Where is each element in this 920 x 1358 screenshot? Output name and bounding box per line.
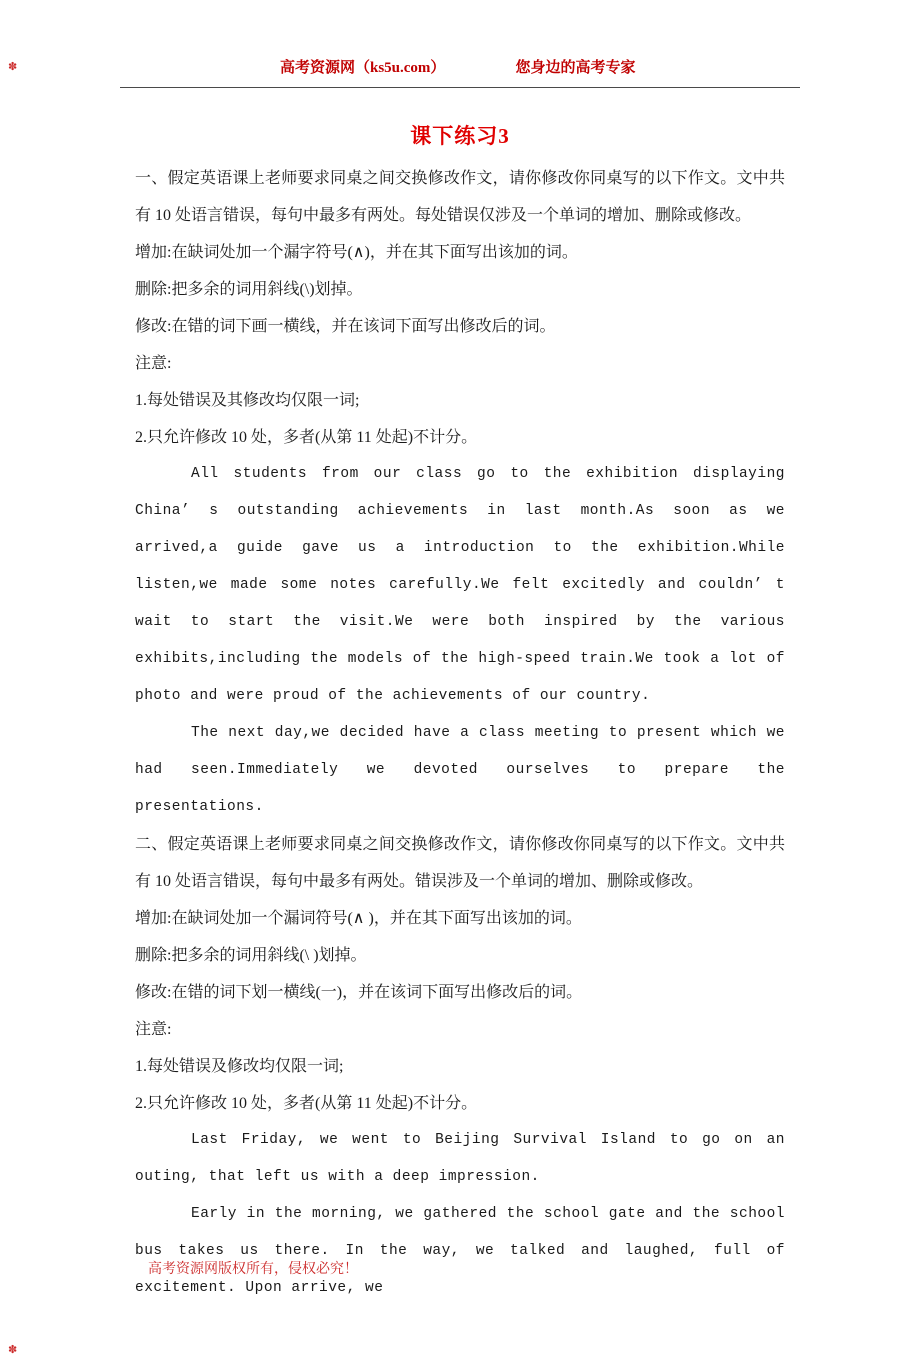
section1-note-2: 2.只允许修改 10 处，多者(从第 11 处起)不计分。 [135, 429, 478, 446]
section2-rule-delete: 删除:把多余的词用斜线(\ )划掉。 [135, 947, 367, 964]
section1-note-1: 1.每处错误及其修改均仅限一词; [135, 392, 360, 409]
page-title: 课下练习3 [410, 124, 510, 148]
page-header [120, 56, 800, 88]
section2-rule-modify: 修改:在错的词下划一横线(一)，并在该词下面写出修改后的词。 [135, 984, 583, 1001]
document-body [135, 120, 785, 1307]
section2-essay-paragraph-1: Last Friday, we went to Beijing Survival Island to go on an outing, that left us with a deep impression. [135, 1132, 785, 1185]
header-row [120, 56, 800, 77]
section1-rule-add: 增加:在缺词处加一个漏字符号(∧)，并在其下面写出该加的词。 [135, 244, 578, 261]
section1-essay-paragraph-2: The next day,we decided have a class meeting to present which we had seen.Immediately we devoted ourselves to prepare the presentations. [135, 725, 785, 815]
section1-rule-modify: 修改:在错的词下画一横线，并在该词下面写出修改后的词。 [135, 318, 556, 335]
section1-essay-paragraph-1: All students from our class go to the exhibition displaying China’ s outstanding achievements in last month.As soon as we arrived,a guide gave us a introduction to the exhibition.While listen,we made some notes carefully.We felt excitedly and couldn’ t wait to start the visit.We were both inspired by the various exhibits,including the models of the high-speed train.We took a lot of photo and were proud of the achievements of our country. [135, 466, 785, 704]
section2-essay-paragraph-2: Early in the morning, we gathered the school gate and the school bus takes us there. In the way, we talked and laughed, full of excitement. Upon arrive, we [135, 1206, 785, 1296]
corner-mark-bottom: ✽ [8, 1344, 18, 1356]
section2-rule-add: 增加:在缺词处加一个漏词符号(∧ )，并在其下面写出该加的词。 [135, 910, 582, 927]
section1-intro: 一、假定英语课上老师要求同桌之间交换修改作文，请你修改你同桌写的以下作文。文中共有 10 处语言错误，每句中最多有两处。每处错误仅涉及一个单词的增加、删除或修改。 [135, 170, 785, 224]
corner-mark-top: ✽ [8, 61, 18, 73]
header-site-name: 高考资源网（ks5u.com） [280, 60, 446, 76]
footer-copyright: 高考资源网版权所有，侵权必究！ [148, 1262, 358, 1277]
section2-intro: 二、假定英语课上老师要求同桌之间交换修改作文，请你修改你同桌写的以下作文。文中共有 10 处语言错误，每句中最多有两处。错误涉及一个单词的增加、删除或修改。 [135, 836, 785, 890]
section2-note-label: 注意: [135, 1021, 172, 1038]
section1-note-label: 注意: [135, 355, 172, 372]
page-footer [148, 1258, 358, 1278]
section2-note-1: 1.每处错误及修改均仅限一词; [135, 1058, 344, 1075]
header-tagline: 您身边的高考专家 [515, 60, 636, 76]
section1-rule-delete: 删除:把多余的词用斜线(\)划掉。 [135, 281, 363, 298]
section2-note-2: 2.只允许修改 10 处，多者(从第 11 处起)不计分。 [135, 1095, 478, 1112]
